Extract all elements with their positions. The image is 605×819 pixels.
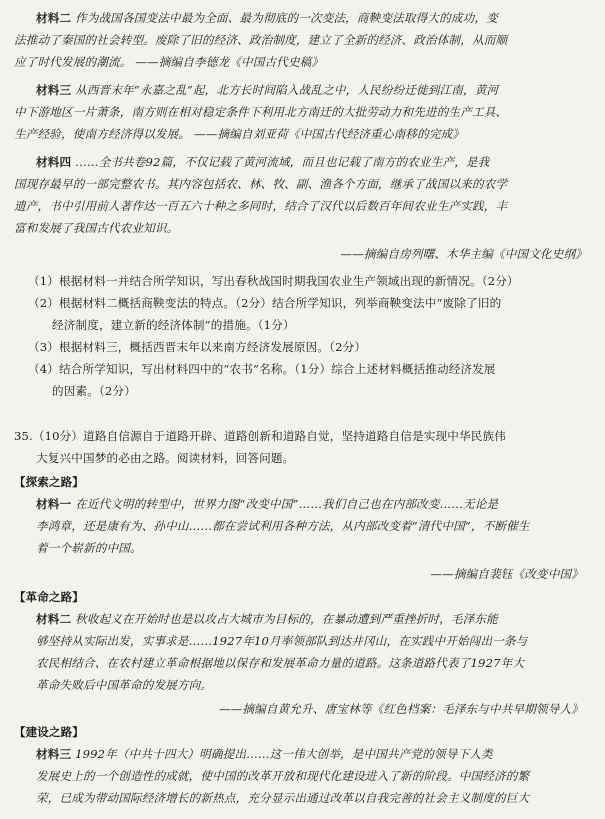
q34-item-2-line-2: 经济制度，建立新的经济体制”的措施。（1分） <box>52 318 295 332</box>
q34-item-4-line-1: （4）结合所学知识，写出材料四中的“农书”名称。（1分）综合上述材料概括推动经济发展 <box>28 362 496 376</box>
q35-m2-line-1: 材料二 秋收起义在开始时也是以攻占大城市为目标的，在暴动遭到严重挫折时，毛泽东能 <box>36 612 498 626</box>
material-3-line-3: 生产经验，使南方经济得以发展。 ——摘编自刘亚荷《中国古代经济重心南移的完成》 <box>14 127 465 141</box>
material-2-line-1: 材料二 作为战国各国变法中最为全面、最为彻底的一次变法，商鞅变法取得大的成功，变 <box>36 11 498 25</box>
material-3-label: 材料三 <box>36 83 72 97</box>
q34-item-4-line-2: 的因素。（2分） <box>52 384 136 398</box>
q35-m1-label: 材料一 <box>36 497 72 511</box>
material-4-line-3: 遗产，书中引用前人著作达一百五六十种之多同时，结合了汉代以后数百年间农业生产实践，丰 <box>14 199 508 213</box>
q35-m3-line-3: 荣，已成为带动国际经济增长的新热点，充分显示出通过改革以自我完善的社会主义制度的巨大 <box>36 791 530 805</box>
material-2-line-3: 应了时代发展的潮流。 ——摘编自李德龙《中国古代史稿》 <box>14 55 324 69</box>
material-4-line-2: 国现存最早的一部完整农书。其内容包括农、林、牧、副、渔各个方面，继承了战国以来的农学 <box>14 177 508 191</box>
q35-m1-source: ——摘编自裴钰《改变中国》 <box>430 567 583 581</box>
q35-m1-line-1: 材料一 在近代文明的转型中，世界力图“改变中国”……我们自己也在内部改变……无论是 <box>36 497 499 511</box>
q35-m2-line-3: 农民相结合、在农村建立革命根据地以保存和发展革命力量的道路。这条道路代表了1927年大 <box>36 656 525 670</box>
material-2-label: 材料二 <box>36 11 72 25</box>
q35-m2-line-4: 革命失败后中国革命的发展方向。 <box>36 678 213 692</box>
material-4-line-4: 富和发展了我国古代农业知识。 <box>14 221 179 235</box>
section-construction-heading: 【建设之路】 <box>14 725 84 739</box>
q34-item-2-line-1: （2）根据材料二概括商鞅变法的特点。（2分）结合所学知识，列举商鞅变法中“废除了旧的 <box>28 296 502 310</box>
q34-item-3: （3）根据材料三，概括西晋末年以来南方经济发展原因。（2分） <box>28 340 367 354</box>
material-4-source: ——摘编自房列曙、木华主编《中国文化史纲》 <box>340 247 587 261</box>
material-3-line-2: 中下游地区一片萧条，南方则在相对稳定条件下利用北方南迁的大批劳动力和先进的生产工具、 <box>14 105 508 119</box>
material-4-label: 材料四 <box>36 155 72 169</box>
material-4-line-1: 材料四 ……全书共卷92篇，不仅记载了黄河流域，而且也记载了南方的农业生产，是我 <box>36 155 490 169</box>
q35-m2-label: 材料二 <box>36 612 72 626</box>
q35-stem-line-2: 大复兴中国梦的必由之路。阅读材料，回答问题。 <box>36 451 295 465</box>
q35-m2-source: ——摘编自黄允升、唐宝林等《红色档案：毛泽东与中共早期领导人》 <box>218 702 583 716</box>
q35-m3-label: 材料三 <box>36 747 72 761</box>
section-explore-heading: 【探索之路】 <box>14 475 84 489</box>
q35-m1-line-2: 李鸿章，还是康有为、孙中山……都在尝试利用各种方法，从内部改变着“清代中国”，不断催生 <box>36 519 530 533</box>
material-2-line-2: 法推动了秦国的社会转型。废除了旧的经济、政治制度，建立了全新的经济、政治体制，从而顺 <box>14 33 508 47</box>
q35-stem-line-1: 35.（10分）道路自信源自于道路开辟、道路创新和道路自觉，坚持道路自信是实现中华民族伟 <box>14 429 506 443</box>
q35-m1-line-3: 着一个崭新的中国。 <box>36 541 142 555</box>
q34-item-1: （1）根据材料一并结合所学知识，写出春秋战国时期我国农业生产领域出现的新情况。（2分） <box>28 274 519 288</box>
material-3-line-1: 材料三 从西晋末年“永嘉之乱”起，北方长时间陷入战乱之中，人民纷纷迁徙到江南，黄河 <box>36 83 499 97</box>
q35-m3-line-1: 材料三 1992年（中共十四大）明确提出……这一伟大创举，是中国共产党的领导下人类 <box>36 747 493 761</box>
q35-m2-line-2: 够坚持从实际出发，实事求是……1927年10月率领部队到达井冈山，在实践中开始闯出一条与 <box>36 634 528 648</box>
section-revolution-heading: 【革命之路】 <box>14 590 84 604</box>
q35-m3-line-2: 发展史上的一个创造性的成就，使中国的改革开放和现代化建设进入了新的阶段。中国经济的繁 <box>36 769 530 783</box>
